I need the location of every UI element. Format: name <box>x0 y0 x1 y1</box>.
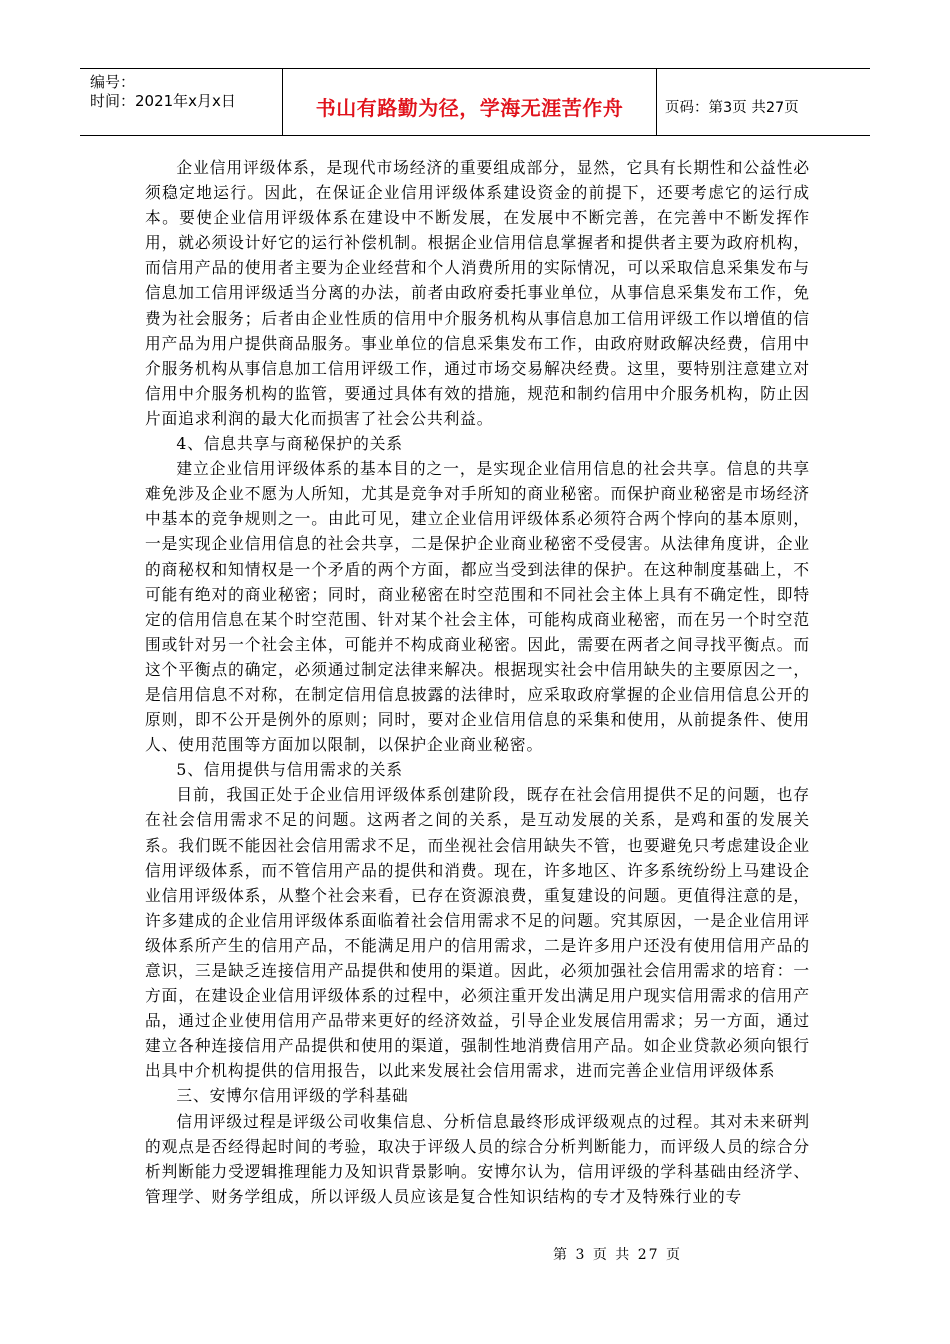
paragraph-discipline-basis: 信用评级过程是评级公司收集信息、分析信息最终形成评级观点的过程。其对未来研判的观点是否经得起时间的考验，取决于评级人员的综合分析判断能力，而评级人员的综合分析判断能力受逻辑推理能力及知识背景影响。安博尔认为，信用评级的学科基础由经济学、管理学、财务学组成，所以评级人员应该是复合性知识结构的专才及特殊行业的专 <box>145 1111 810 1206</box>
section-heading-info-sharing: 4、信息共享与商秘保护的关系 <box>176 434 403 454</box>
page-footer: 第 3 页 共 27 页 <box>553 1247 682 1263</box>
document-header <box>80 68 870 136</box>
number-label: 编号： <box>90 73 136 91</box>
time-label: 时间：2021年x月x日 <box>90 92 236 110</box>
paragraph-supply-demand: 目前，我国正处于企业信用评级体系创建阶段，既存在社会信用提供不足的问题，也存在社会信用需求不足的问题。这两者之间的关系，是互动发展的关系，是鸡和蛋的发展关系。我们既不能因社会信用需求不足，而坐视社会信用缺失不管，也要避免只考虑建设企业信用评级体系，而不管信用产品的提供和消费。现在，许多地区、许多系统纷纷上马建设企业信用评级体系，从整个社会来看，已存在资源浪费，重复建设的问题。更值得注意的是，许多建成的企业信用评级体系面临着社会信用需求不足的问题。究其原因，一是企业信用评级体系所产生的信用产品，不能满足用户的信用需求，二是许多用户还没有使用信用产品的意识，三是缺乏连接信用产品提供和使用的渠道。因此，必须加强社会信用需求的培育：一方面，在建设企业信用评级体系的过程中，必须注重开发出满足用户现实信用需求的信用产品，通过企业使用信用产品带来更好的经济效益，引导企业发展信用需求；另一方面，通过建立各种连接信用产品提供和使用的渠道，强制性地消费信用产品。如企业贷款必须向银行出具中介机构提供的信用报告，以此来发展社会信用需求，进而完善企业信用评级体系 <box>145 785 810 1081</box>
document-body <box>145 155 810 1209</box>
paragraph-info-sharing: 建立企业信用评级体系的基本目的之一，是实现企业信用信息的社会共享。信息的共享难免涉及企业不愿为人所知，尤其是竞争对手所知的商业秘密。而保护商业秘密是市场经济中基本的竞争规则之一。由此可见，建立企业信用评级体系必须符合两个悖向的基本原则，一是实现企业信用信息的社会共享，二是保护企业商业秘密不受侵害。从法律角度讲，企业的商秘权和知情权是一个矛盾的两个方面，都应当受到法律的保护。在这种制度基础上，不可能有绝对的商业秘密；同时，商业秘密在时空范围和不同社会主体上具有不确定性，即特定的信用信息在某个时空范围、针对某个社会主体，可能构成商业秘密，而在另一个时空范围或针对另一个社会主体，可能并不构成商业秘密。因此，需要在两者之间寻找平衡点。而这个平衡点的确定，必须通过制定法律来解决。根据现实社会中信用缺失的主要原因之一，是信用信息不对称，在制定信用信息披露的法律时，应采取政府掌握的企业信用信息公开的原则，即不公开是例外的原则；同时，要对企业信用信息的采集和使用，从前提条件、使用人、使用范围等方面加以限制，以保护企业商业秘密。 <box>145 459 810 755</box>
header-meta <box>80 69 283 135</box>
paragraph-operation-cost: 企业信用评级体系，是现代市场经济的重要组成部分，显然，它具有长期性和公益性必须稳定地运行。因此，在保证企业信用评级体系建设资金的前提下，还要考虑它的运行成本。要使企业信用评级体系在建设中不断发展，在发展中不断完善，在完善中不断发挥作用，就必须设计好它的运行补偿机制。根据企业信用信息掌握者和提供者主要为政府机构，而信用产品的使用者主要为企业经营和个人消费所用的实际情况，可以采取信息采集发布与信息加工信用评级适当分离的办法，前者由政府委托事业单位，从事信息采集发布工作，免费为社会服务；后者由企业性质的信用中介服务机构从事信息加工信用评级工作以增值的信用产品为用户提供商品服务。事业单位的信息采集发布工作，由政府财政解决经费，信用中介服务机构从事信息加工信用评级工作，通过市场交易解决经费。这里，要特别注意建立对信用中介服务机构的监管，要通过具体有效的措施，规范和制约信用中介服务机构，防止因片面追求利润的最大化而损害了社会公共利益。 <box>145 158 810 428</box>
section-heading-supply-demand: 5、信用提供与信用需求的关系 <box>176 760 403 780</box>
header-slogan: 书山有路勤为径，学海无涯苦作舟 <box>315 95 624 120</box>
header-slogan-cell <box>283 69 657 135</box>
header-page-info: 页码：第3页 共27页 <box>665 99 799 116</box>
section-heading-discipline-basis: 三、安博尔信用评级的学科基础 <box>176 1086 409 1106</box>
